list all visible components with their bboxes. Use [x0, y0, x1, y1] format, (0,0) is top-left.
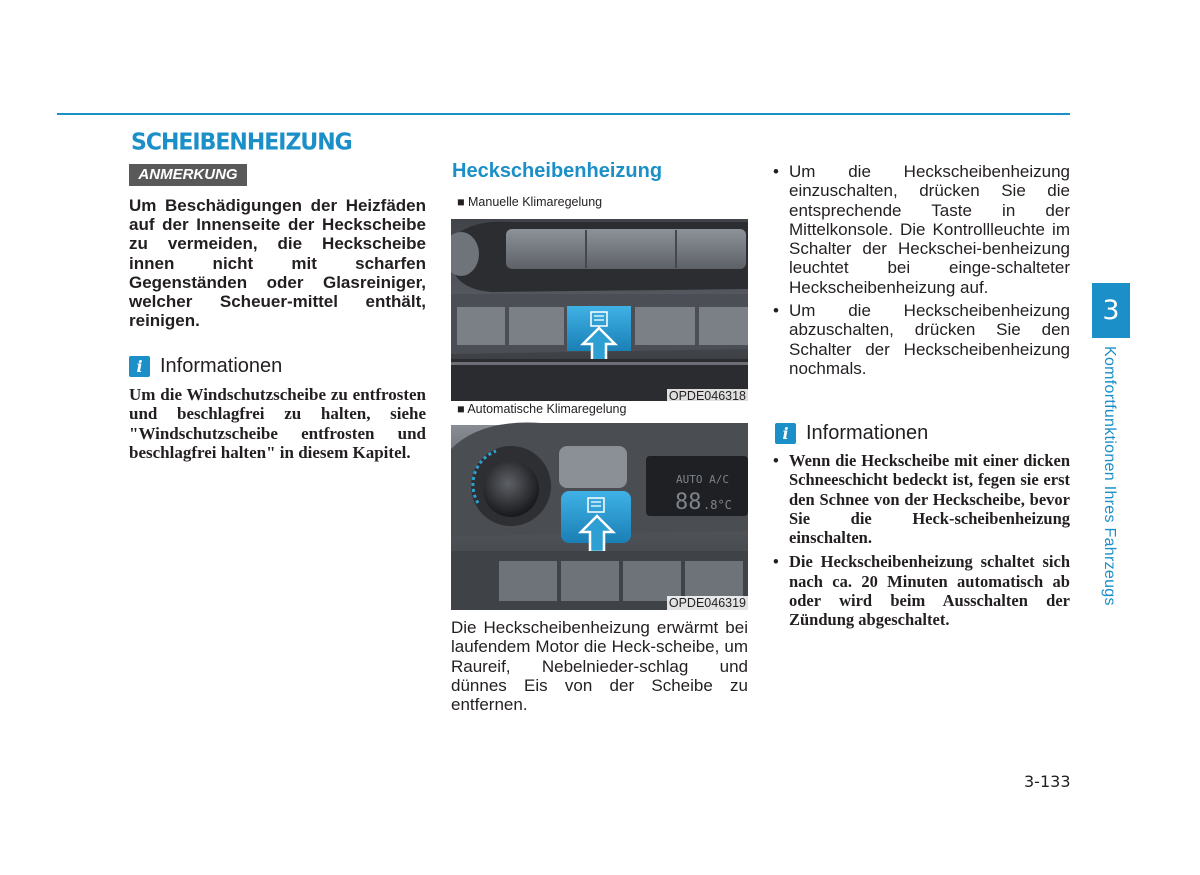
manual-climate-photo — [451, 194, 748, 403]
instruction-item: • Um die Heckscheibenheizung abzuschalten, drücken Sie den Schalter der Heckscheibenheizung nochmals. — [772, 301, 1070, 378]
info-item: • Wenn die Heckscheibe mit einer dicken Schneeschicht bedeckt ist, fegen sie erst den Schnee von der Heckscheibe, bevor Sie die Heck-scheibenheizung einschalten. — [772, 451, 1070, 547]
info-title-right: Informationen — [806, 422, 929, 444]
temperature-knob — [483, 461, 539, 517]
upper-button — [559, 446, 627, 488]
auto-climate-photo — [451, 401, 748, 610]
instruction-item: • Um die Heckscheibenheizung einzuschalten, drücken Sie die entsprechende Taste in der Mittelkonsole. Die Kontrollleuchte im Schalter der Heckschei-benheizung leuchtet bei einge-schalteter Heckscheibenheizung auf. — [772, 162, 1070, 297]
info-title-left: Informationen — [160, 355, 283, 377]
page-number: 3-133 — [1024, 772, 1071, 791]
info-icon: i — [129, 356, 150, 377]
figure-label-manual: ■ Manuelle Klimaregelung — [451, 194, 610, 211]
instruction-list — [772, 162, 1070, 382]
info-heading-left — [129, 355, 282, 378]
info-icon: i — [775, 423, 796, 444]
section-title: SCHEIBENHEIZUNG — [131, 129, 352, 156]
display-mode-text: AUTO A/C — [676, 473, 729, 486]
caution-text: Um Beschädigungen der Heizfäden auf der Innenseite der Heckscheibe zu vermeiden, die Heckscheibe innen nicht mit scharfen Gegenständen oder Glasreiniger, welcher Scheuer-mittel enthält, reinigen. — [129, 196, 426, 331]
display-temp-unit: .8°C — [703, 498, 732, 512]
info-text-left: Um die Windschutzscheibe zu entfrosten und beschlagfrei zu halten, siehe "Windschutzscheibe entfrosten und beschlagfrei halten" in diesem Kapitel. — [129, 385, 426, 462]
caution-label: ANMERKUNG — [129, 164, 247, 186]
figure-label-auto: ■ Automatische Klimaregelung — [451, 401, 634, 418]
defrost-description: Die Heckscheibenheizung erwärmt bei laufendem Motor die Heck-scheibe, um Raureif, Nebelnieder-schlag und dünnes Eis von der Scheibe zu entfernen. — [451, 618, 748, 715]
info-list-right — [772, 451, 1070, 635]
auto-climate-illustration — [451, 401, 748, 610]
chapter-tab: 3 — [1092, 283, 1130, 338]
figure-code-manual: OPDE046318 — [668, 389, 746, 403]
manual-climate-illustration — [451, 194, 748, 403]
info-heading-right — [775, 422, 928, 445]
figure-code-auto: OPDE046319 — [668, 596, 746, 610]
chapter-title: Komfortfunktionen Ihres Fahrzeugs — [1101, 346, 1118, 606]
subsection-title: Heckscheibenheizung — [452, 160, 663, 182]
header-rule — [57, 113, 1070, 115]
display-temp-digits: 88 — [675, 490, 702, 515]
info-item: • Die Heckscheibenheizung schaltet sich nach ca. 20 Minuten automatisch ab oder wird beim Ausschalten der Zündung abgeschaltet. — [772, 552, 1070, 629]
